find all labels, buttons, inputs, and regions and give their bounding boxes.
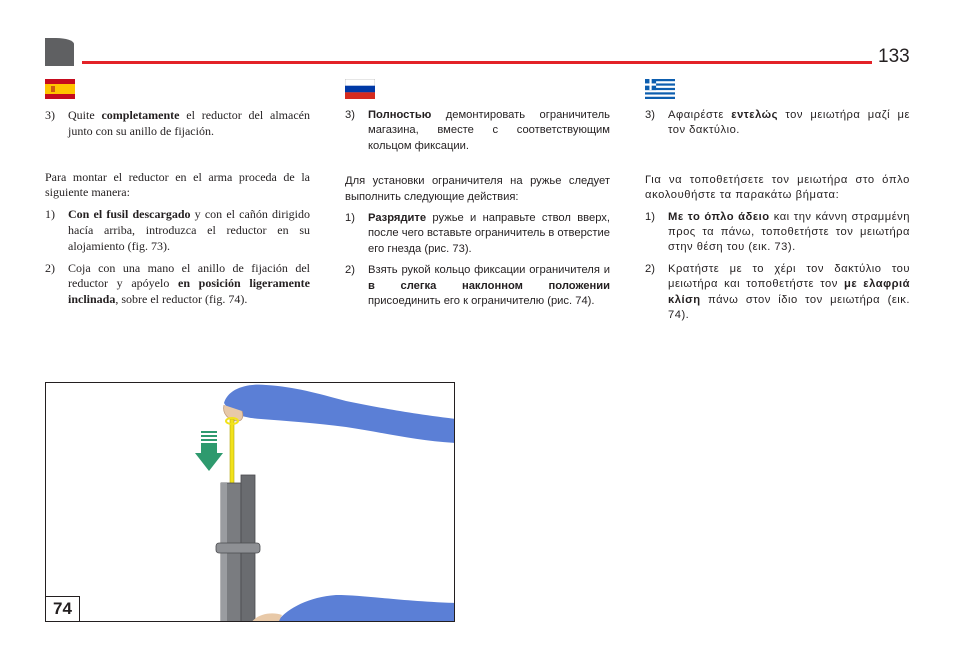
- es-step-3: 3) Quite completamente el reductor del almacén junto con su anillo de fijación.: [45, 108, 310, 138]
- es-step-2: 2) Coja con una mano el anillo de fijación del reductor y apóyelo en posición ligeramente inclinada, sobre el reductor (fig. 74).: [45, 260, 311, 307]
- ru-step-1: 1) Разрядите ружье и направьте ствол вверх, после чего вставьте ограничитель в отверстие его гнезда (рис. 73).: [345, 212, 610, 255]
- es-intro: Para montar el reductor en el arma proceda de la siguiente manera:: [45, 169, 310, 200]
- russia-flag: [345, 79, 375, 99]
- ru-step-2: 2) Взять рукой кольцо фиксации ограничителя и в слегка наклонном положении присоединить его к ограничителю (рис. 74).: [345, 264, 610, 308]
- es-step-1: 1) Con el fusil descargado y con el cañón dirigido hacía arriba, introduzca el reductor en su alojamiento (fig. 73).: [45, 207, 310, 253]
- header-rule: [82, 61, 872, 64]
- gr-intro: Για να τοποθετήσετε τον μειωτήρα στο όπλο ακολουθήστε τα παρακάτω βήματα:: [645, 173, 910, 202]
- ru-intro: Для установки ограничителя на ружье следует выполнить следующие действия:: [345, 175, 610, 203]
- spain-flag: [45, 79, 75, 99]
- down-arrow-icon: [195, 431, 223, 471]
- figure-74: [45, 382, 455, 622]
- russian-column: [345, 108, 610, 315]
- glove-top: [224, 385, 455, 443]
- gr-step-2: 2) Κρατήστε με το χέρι τον δακτύλιο του μειωτήρα και τοποθετήστε τον με ελαφριά κλίση πάνω στον ίδιο τον μειωτήρα (εικ. 74).: [645, 262, 910, 322]
- gr-step-1: 1) Με το όπλο άδειο και την κάννη στραμμένη προς τα πάνω, τοποθετήστε τον μειωτήρα στην θέση του (εικ. 73).: [645, 210, 910, 254]
- gr-step-3: 3) Αφαιρέστε εντελώς τον μειωτήρα μαζί με τον δακτύλιο.: [645, 109, 910, 137]
- glove-bottom: [276, 595, 455, 622]
- figure-illustration: [46, 383, 455, 622]
- barrel-band: [216, 543, 260, 553]
- header-corner-mark: [45, 38, 74, 66]
- figure-number: 74: [46, 596, 80, 621]
- ru-step-3: 3) Полностью демонтировать ограничитель магазина, вместе с соответствующим кольцом фиксации.: [345, 109, 610, 152]
- greece-flag: [645, 79, 675, 99]
- page-number: 133: [878, 46, 910, 67]
- greek-column: [645, 108, 910, 329]
- spanish-column: [45, 108, 310, 314]
